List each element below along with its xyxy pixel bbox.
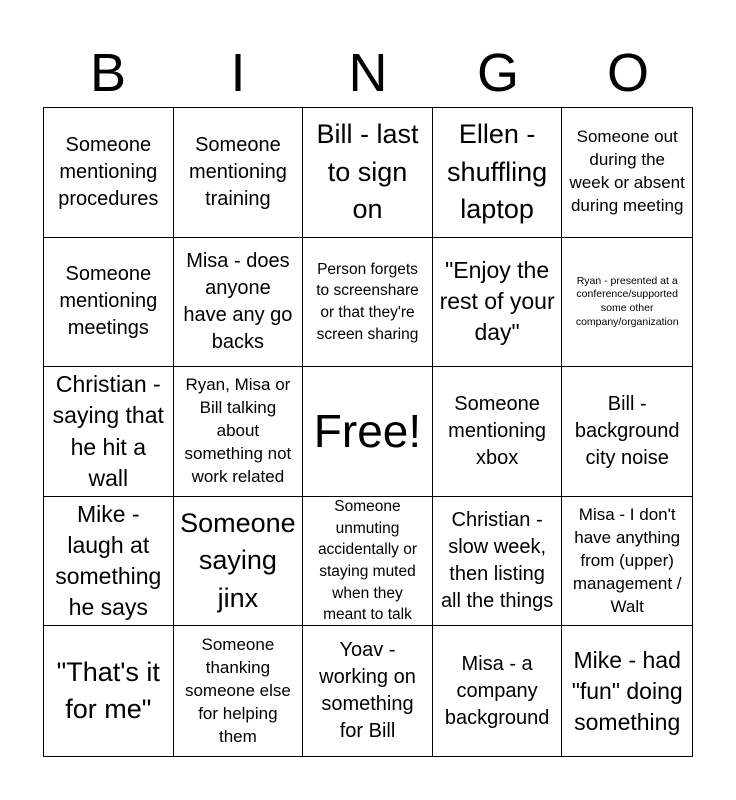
bingo-cell[interactable] [174, 497, 304, 627]
bingo-cell[interactable] [433, 108, 563, 238]
bingo-cell[interactable] [44, 108, 174, 238]
bingo-cell[interactable] [562, 108, 692, 238]
bingo-header [43, 40, 693, 106]
free-space-text: Free! [313, 405, 422, 458]
cell-text: Someone mentioning meetings [59, 263, 158, 340]
cell-text: Person forgets to screenshare or that they're screen sharing [316, 260, 419, 343]
cell-text: Someone out during the week or absent during meeting [569, 127, 685, 216]
bingo-cell[interactable] [44, 367, 174, 497]
bingo-cell[interactable] [44, 238, 174, 368]
cell-text: Ryan - presented at a conference/supported some other company/organization [575, 274, 679, 328]
cell-text: "That's it for me" [56, 656, 160, 725]
cell-text: Someone mentioning xbox [448, 392, 547, 469]
bingo-cell[interactable] [433, 238, 563, 368]
bingo-cell[interactable] [174, 367, 304, 497]
bingo-cell[interactable] [303, 626, 433, 756]
header-letter-o: O [606, 43, 649, 103]
cell-text: Misa - a company background [444, 652, 550, 729]
bingo-cell[interactable] [562, 238, 692, 368]
bingo-cell[interactable] [562, 626, 692, 756]
bingo-cell[interactable] [433, 497, 563, 627]
cell-text: Someone mentioning training [188, 133, 287, 210]
header-letter-b: B [89, 43, 127, 103]
cell-text: Ellen - shuffling laptop [447, 119, 548, 224]
cell-text: "Enjoy the rest of your day" [439, 257, 555, 346]
bingo-cell[interactable] [44, 497, 174, 627]
bingo-cell[interactable] [303, 238, 433, 368]
bingo-cell[interactable] [562, 367, 692, 497]
cell-text: Christian - saying that he hit a wall [52, 371, 164, 491]
bingo-cell[interactable] [433, 626, 563, 756]
cell-text: Mike - had "fun" doing something [571, 646, 683, 735]
cell-text: Misa - I don't have anything from (upper) management / Walt [572, 504, 682, 616]
header-letter-n: N [348, 43, 388, 103]
cell-text: Bill - last to sign on [316, 119, 419, 224]
bingo-cell[interactable] [44, 626, 174, 756]
bingo-cell[interactable] [433, 367, 563, 497]
header-letter-g: G [476, 43, 519, 103]
cell-text: Christian - slow week, then listing all the things [440, 509, 554, 613]
cell-text: Someone thanking someone else for helping them [184, 634, 291, 746]
cell-text: Someone saying jinx [180, 508, 296, 613]
header-letter-i: I [230, 43, 246, 103]
cell-text: Yoav - working on something for Bill [319, 639, 416, 743]
cell-text: Bill - background city noise [574, 392, 680, 469]
bingo-cell-free[interactable] [303, 367, 433, 497]
cell-text: Mike - laugh at something he says [55, 501, 162, 621]
bingo-cell[interactable] [174, 108, 304, 238]
cell-text: Misa - does anyone have any go backs [183, 249, 293, 353]
bingo-cell[interactable] [303, 497, 433, 627]
bingo-cell[interactable] [174, 238, 304, 368]
bingo-cell[interactable] [562, 497, 692, 627]
cell-text: Someone mentioning procedures [58, 133, 159, 210]
bingo-cell[interactable] [303, 108, 433, 238]
cell-text: Ryan, Misa or Bill talking about something not work related [184, 375, 292, 486]
bingo-cell[interactable] [174, 626, 304, 756]
bingo-board [43, 107, 693, 757]
cell-text: Someone unmuting accidentally or staying muted when they meant to talk [317, 498, 418, 624]
